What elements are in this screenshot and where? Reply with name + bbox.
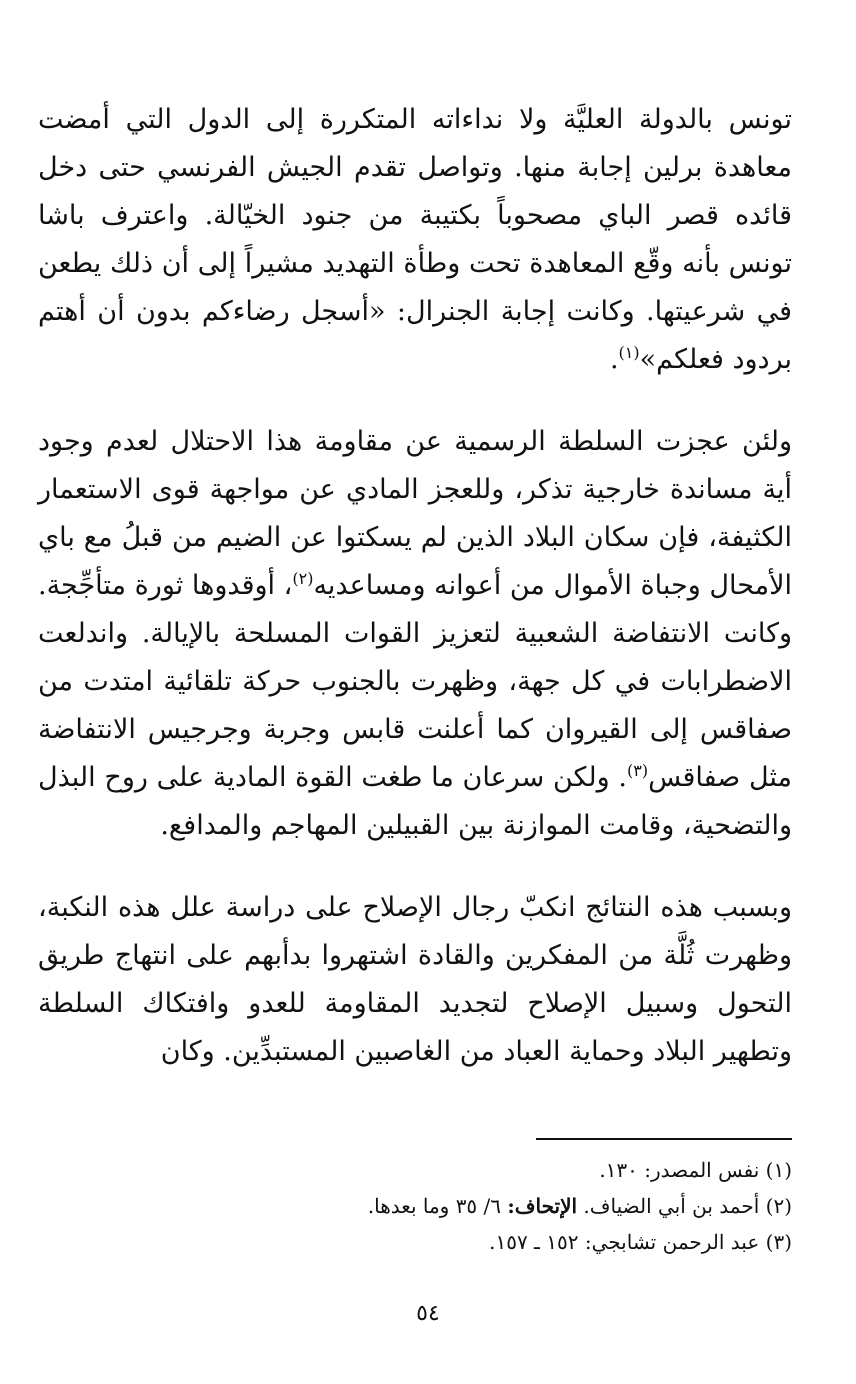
footnotes [172, 1152, 792, 1260]
footnote-1 [172, 1152, 792, 1188]
footnote-3 [172, 1224, 792, 1260]
paragraph-1 [38, 96, 792, 384]
footnote-2-title: الإتحاف: [507, 1194, 578, 1218]
paragraph-2-text-3: . ولكن سرعان ما طغت القوة المادية على روح البذل والتضحية، وقامت الموازنة بين القبيلين المهاجم والمدافع. [38, 762, 792, 841]
footnote-2 [172, 1188, 792, 1224]
paragraph-2 [38, 418, 792, 850]
footnote-1-text: نفس المصدر: ١٣٠. [599, 1158, 760, 1182]
footnote-2-rest: ٦/ ٣٥ وما بعدها. [367, 1194, 502, 1218]
paragraph-1-text-2: . [609, 344, 619, 375]
footnote-3-number: (٣) [765, 1230, 792, 1254]
footnote-1-number: (١) [765, 1158, 792, 1182]
paragraph-1-text-1: تونس بالدولة العليَّة ولا نداءاته المتكررة إلى الدول التي أمضت معاهدة برلين إجابة منها. وتواصل تقدم الجيش الفرنسي حتى دخل قائده قصر الباي مصحوباً بكتيبة من جنود الخيّالة. واعترف باشا تونس بأنه وقّع المعاهدة تحت وطأة التهديد مشيراً إلى أن ذلك يطعن في شرعيتها. وكانت إجابة الجنرال: «أسجل رضاءكم بدون أن أهتم بردود فعلكم» [38, 104, 792, 375]
footnote-ref-2[interactable]: (٢) [292, 569, 314, 588]
page-number: ٥٤ [416, 1301, 440, 1326]
footnote-2-author: أحمد بن أبي الضياف. [583, 1194, 760, 1218]
footnote-2-number: (٢) [765, 1194, 792, 1218]
paragraph-3-text-1: وبسبب هذه النتائج انكبّ رجال الإصلاح على دراسة علل هذه النكبة، وظهرت ثُلَّة من المفكرين والقادة اشتهروا بدأبهم على انتهاج طريق التحول وسبيل الإصلاح لتجديد المقاومة للعدو وافتكاك السلطة وتطهير البلاد وحماية العباد من الغاصبين المستبدِّين. وكان [38, 892, 792, 1067]
footnote-ref-1[interactable]: (١) [618, 343, 640, 362]
paragraph-3 [38, 884, 792, 1076]
paragraph-2-text-2: ، أوقدوها ثورة متأجِّجة. وكانت الانتفاضة الشعبية لتعزيز القوات المسلحة بالإيالة. واندلعت الاضطرابات في كل جهة، وظهرت بالجنوب حركة تلقائية امتدت من صفاقس إلى القيروان كما أعلنت قابس وجربة وجرجيس الانتفاضة مثل صفاقس [38, 570, 792, 793]
footnote-separator [536, 1138, 792, 1140]
footnote-3-text: عبد الرحمن تشابجي: ١٥٢ ـ ١٥٧. [489, 1230, 760, 1254]
page-body [38, 96, 792, 1076]
paragraph-2-text-1: ولئن عجزت السلطة الرسمية عن مقاومة هذا الاحتلال لعدم وجود أية مساندة خارجية تذكر، وللعجز المادي عن مواجهة قوى الاستعمار الكثيفة، فإن سكان البلاد الذين لم يسكتوا عن الضيم من قبلُ مع باي الأمحال وجباة الأموال من أعوانه ومساعديه [38, 426, 792, 601]
footnote-ref-3[interactable]: (٣) [626, 761, 649, 780]
